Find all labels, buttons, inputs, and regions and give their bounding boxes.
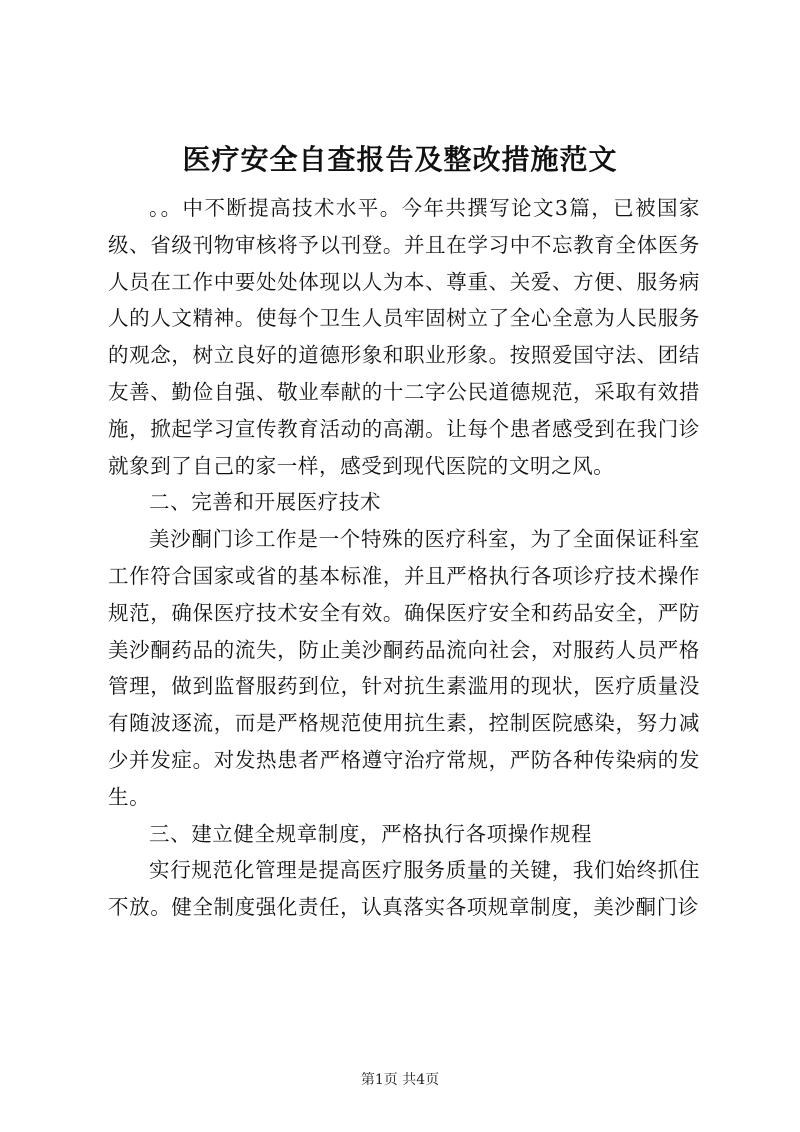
- document-title: 医疗安全自查报告及整改措施范文: [182, 143, 618, 176]
- section-heading-medical-technology: 二、完善和开展医疗技术: [149, 490, 382, 515]
- document-body: [108, 190, 700, 926]
- page-footer: 第1页 共4页: [360, 1072, 440, 1088]
- paragraph-intro: 。。中不断提高技术水平。今年共撰写论文3篇，已被国家级、省级刊物审核将予以刊登。并且在学习中不忘教育全体医务人员在工作中要处处体现以人为本、尊重、关爱、方便、服务病人的人文精神。使每个卫生人员牢固树立了全心全意为人民服务的观念，树立良好的道德形象和职业形象。按照爱国守法、团结友善、勤俭自强、敬业奉献的十二字公民道德规范，采取有效措施，掀起学习宣传教育活动的高潮。让每个患者感受到在我门诊就象到了自己的家一样，感受到现代医院的文明之风。: [108, 196, 700, 478]
- section-heading-rules-regulations: 三、建立健全规章制度，严格执行各项操作规程: [149, 821, 593, 846]
- paragraph-medical-technology: 美沙酮门诊工作是一个特殊的医疗科室，为了全面保证科室工作符合国家或省的基本标准，并且严格执行各项诊疗技术操作规范，确保医疗技术安全有效。确保医疗安全和药品安全，严防美沙酮药品的流失，防止美沙酮药品流向社会，对服药人员严格管理，做到监督服药到位，针对抗生素滥用的现状，医疗质量没有随波逐流，而是严格规范使用抗生素，控制医院感染，努力减少并发症。对发热患者严格遵守治疗常规，严防各种传染病的发生。: [108, 527, 700, 809]
- paragraph-rules-regulations: 实行规范化管理是提高医疗服务质量的关键，我们始终抓住不放。健全制度强化责任，认真落实各项规章制度，美沙酮门诊: [108, 858, 700, 920]
